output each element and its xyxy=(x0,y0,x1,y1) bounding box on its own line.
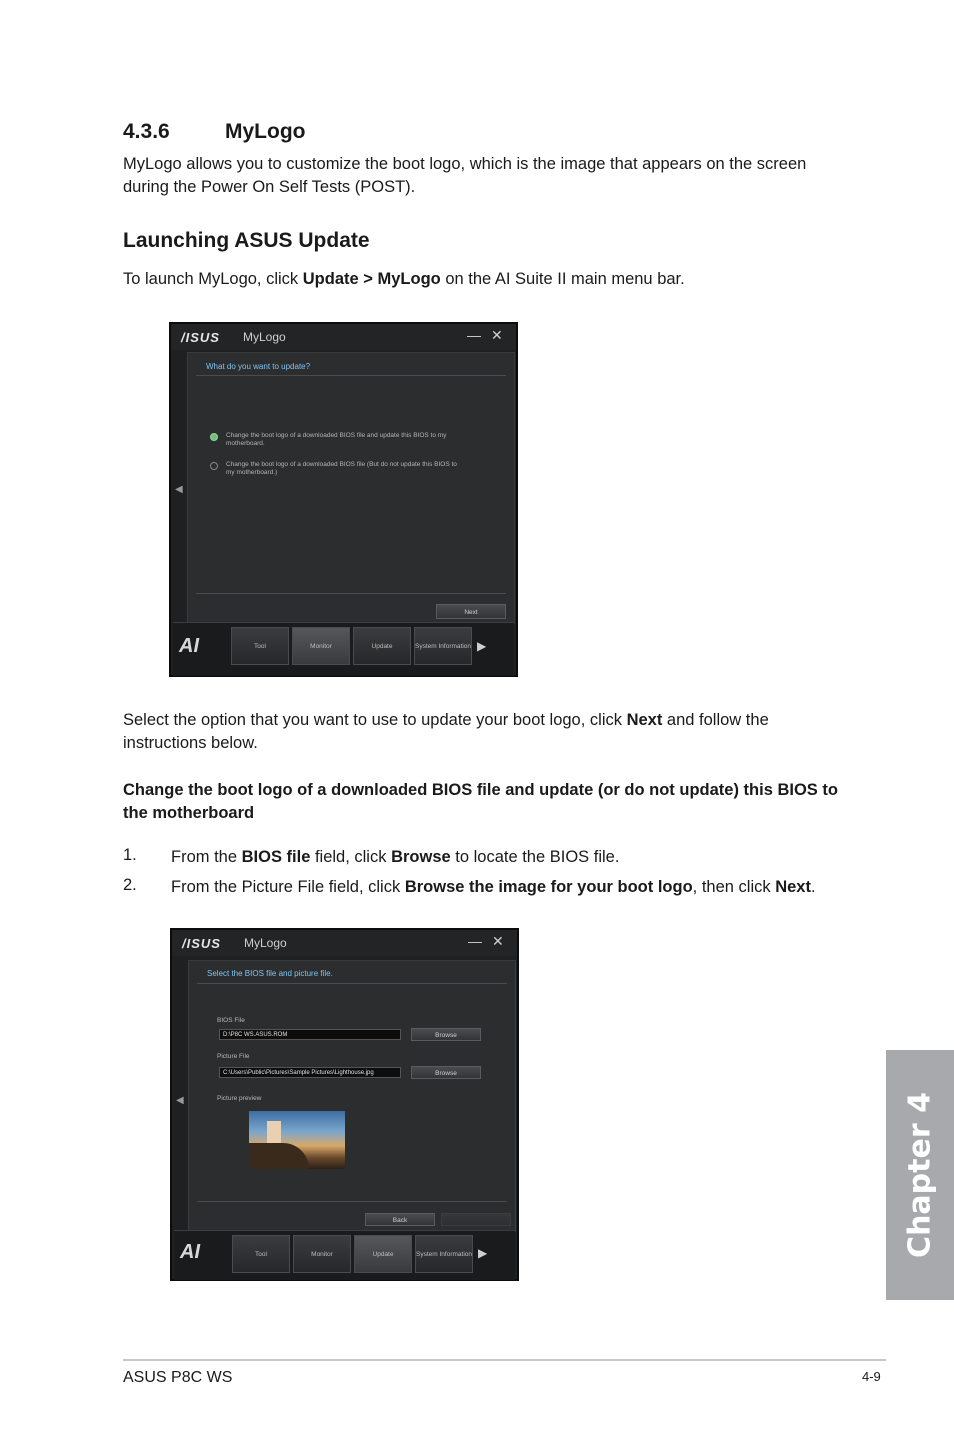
ai-suite-logo: AI xyxy=(180,1241,200,1263)
menu-next-arrow-icon[interactable]: ▶ xyxy=(477,639,487,653)
footer-page-number: 4-9 xyxy=(862,1369,881,1384)
chapter-label: Chapter 4 xyxy=(902,1092,938,1258)
picture-file-field[interactable]: C:\Users\Public\Pictures\Sample Pictures\Lighthouse.jpg xyxy=(219,1067,401,1078)
launch-instruction xyxy=(123,268,843,291)
section-heading xyxy=(123,120,305,144)
step-part: From the xyxy=(171,848,242,866)
tab-update[interactable]: Update xyxy=(354,1235,412,1273)
launch-menu-path: Update > MyLogo xyxy=(302,270,441,288)
select-instruction xyxy=(123,709,843,755)
close-icon[interactable]: ✕ xyxy=(492,933,504,949)
side-collapse-icon[interactable]: ◀ xyxy=(176,1095,184,1106)
tab-tool[interactable]: Tool xyxy=(232,1235,290,1273)
section-title: MyLogo xyxy=(225,120,306,143)
step-bold: BIOS file xyxy=(241,848,311,866)
step-part: . xyxy=(810,878,816,896)
tab-tool[interactable]: Tool xyxy=(231,627,289,665)
footer-product-name: ASUS P8C WS xyxy=(123,1369,233,1386)
picture-preview-image xyxy=(249,1111,345,1169)
tab-system-information[interactable]: System Information xyxy=(414,627,472,665)
tab-system-information[interactable]: System Information xyxy=(415,1235,473,1273)
tab-monitor[interactable]: Monitor xyxy=(293,1235,351,1273)
launch-text-end: on the AI Suite II main menu bar. xyxy=(440,270,685,288)
prompt-text: Select the BIOS file and picture file. xyxy=(207,969,333,978)
prompt-text: What do you want to update? xyxy=(206,362,311,371)
select-text: Select the option that you want to use to update your boot logo, click xyxy=(123,711,627,729)
step-part: , then click xyxy=(692,878,776,896)
intro-paragraph: MyLogo allows you to customize the boot logo, which is the image that appears on the screen during the Power On Self Tests (POST). xyxy=(123,155,807,196)
picture-browse-button[interactable]: Browse xyxy=(411,1066,481,1079)
menu-next-arrow-icon[interactable]: ▶ xyxy=(478,1246,488,1260)
divider xyxy=(197,1201,507,1202)
step-number: 1. xyxy=(123,846,137,864)
mylogo-window-2 xyxy=(170,928,519,1281)
bios-file-field[interactable]: D:\P8C WS.ASUS.ROM xyxy=(219,1029,401,1040)
asus-logo: /ISUS xyxy=(182,936,221,951)
select-next-bold: Next xyxy=(626,711,663,729)
divider xyxy=(196,375,506,376)
minimize-icon[interactable]: — xyxy=(468,933,482,949)
picture-file-label: Picture File xyxy=(217,1053,250,1060)
step-bold: Browse the image for your boot logo xyxy=(404,878,693,896)
main-menu-bar xyxy=(173,622,514,676)
next-button-disabled xyxy=(441,1213,511,1226)
tab-update[interactable]: Update xyxy=(353,627,411,665)
title-bar xyxy=(171,324,516,350)
section-number: 4.3.6 xyxy=(123,120,170,143)
divider xyxy=(196,593,506,594)
launch-text: To launch MyLogo, click xyxy=(123,270,303,288)
option-no-update-label[interactable]: Change the boot logo of a downloaded BIOS file (But do not update this BIOS to my motherboard.) xyxy=(226,461,457,476)
next-button[interactable]: Next xyxy=(436,604,506,619)
subheading: Launching ASUS Update xyxy=(123,229,370,252)
step-bold: Browse xyxy=(391,848,451,866)
bios-file-label: BIOS File xyxy=(217,1017,245,1024)
divider xyxy=(197,983,507,984)
step-text xyxy=(171,846,831,869)
step-part: to locate the BIOS file. xyxy=(450,848,620,866)
bold-subheading: Change the boot logo of a downloaded BIOS file and update (or do not update) this BIOS to the motherboard xyxy=(123,781,838,822)
ai-suite-logo: AI xyxy=(179,635,199,657)
chapter-tab xyxy=(886,1050,954,1300)
picture-preview-label: Picture preview xyxy=(217,1095,262,1102)
mylogo-window-1 xyxy=(169,322,518,677)
option-no-update-radio[interactable] xyxy=(210,462,218,470)
content-panel xyxy=(187,352,515,624)
option-update-radio[interactable] xyxy=(210,433,218,441)
step-part: From the Picture File field, click xyxy=(171,878,405,896)
select-text-end: and follow the instructions below. xyxy=(123,711,769,752)
step-part: field, click xyxy=(310,848,392,866)
back-button[interactable]: Back xyxy=(365,1213,435,1226)
close-icon[interactable]: ✕ xyxy=(491,327,503,343)
step-number: 2. xyxy=(123,876,137,894)
main-menu-bar xyxy=(174,1230,515,1280)
step-text xyxy=(171,876,831,899)
footer-divider xyxy=(123,1359,886,1361)
bios-browse-button[interactable]: Browse xyxy=(411,1028,481,1041)
content-panel xyxy=(188,960,516,1232)
window-title: MyLogo xyxy=(244,936,287,950)
asus-logo: /ISUS xyxy=(181,330,220,345)
step-bold: Next xyxy=(775,878,811,896)
minimize-icon[interactable]: — xyxy=(467,327,481,343)
title-bar xyxy=(172,930,517,956)
window-title: MyLogo xyxy=(243,330,286,344)
side-collapse-icon[interactable]: ◀ xyxy=(175,484,183,495)
preview-hill xyxy=(249,1143,309,1169)
option-update-label[interactable]: Change the boot logo of a downloaded BIOS file and update this BIOS to my motherboard. xyxy=(226,432,447,447)
tab-monitor[interactable]: Monitor xyxy=(292,627,350,665)
